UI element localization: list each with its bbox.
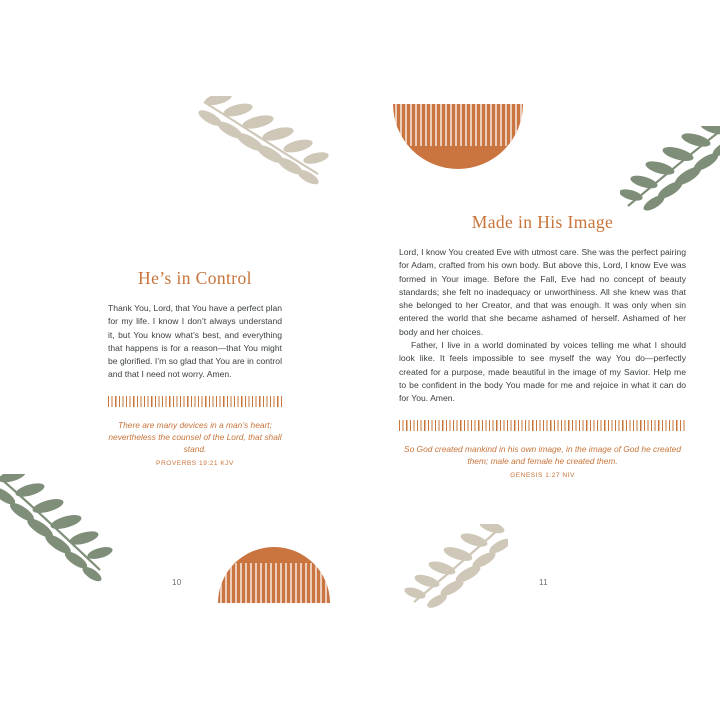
right-page-content bbox=[399, 212, 686, 479]
left-page-verse: There are many devices in a man’s heart; nevertheless the counsel of the Lord, that shall stand. bbox=[108, 419, 282, 454]
right-page-paragraph-1: Lord, I know You created Eve with utmost care. She was the perfect pairing for Adam, crafted from his own body. But above this, Lord, I know Eve was formed in Your image. Before the Fall, Eve had no concept of beauty standards; she felt no inadequacy or unworthiness. All she knew was that she belonged to her Creator, and that was enough. It was only when sin entered the world that she became ashamed of herself. Ashamed of her body and her choices. bbox=[399, 247, 686, 337]
right-page-verse: So God created mankind in his own image, in the image of God he created them; male and female he created them. bbox=[403, 443, 681, 466]
half-circle-bottom bbox=[218, 545, 330, 603]
decorative-rule-right bbox=[399, 420, 686, 431]
decorative-rule-left bbox=[108, 396, 282, 407]
leaf-sprig-top-left bbox=[196, 96, 346, 186]
left-page-paragraph-1: Thank You, Lord, that You have a perfect plan for my life. I know I don’t always understand it, but You know what’s best, and everything that happens is for a reason—that You might be glorified. I’m so glad that You are in control and that I need not worry. Amen. bbox=[108, 303, 282, 380]
left-page-title: He’s in Control bbox=[138, 268, 252, 288]
leaf-sprig-top-right bbox=[620, 126, 720, 216]
right-page-folio: 11 bbox=[539, 578, 548, 587]
leaf-sprig-bottom-left bbox=[0, 474, 120, 582]
right-page-paragraph-2: Father, I live in a world dominated by voices telling me what I should look like. It feels impossible to see myself the way You do—perfectly created for a purpose, made beautiful in the image of my Savior. Help me to be confident in the body You made for me and rejoice in what it can do for You. Amen. bbox=[399, 340, 686, 404]
left-page-folio: 10 bbox=[172, 578, 182, 587]
right-page-title: Made in His Image bbox=[471, 212, 614, 232]
right-page-verse-reference: GENESIS 1:27 NIV bbox=[510, 471, 575, 479]
left-page-verse-reference: PROVERBS 19:21 KJV bbox=[156, 459, 234, 467]
left-page-content bbox=[108, 268, 282, 467]
half-circle-top bbox=[393, 104, 523, 169]
leaf-sprig-bottom-center bbox=[404, 524, 508, 610]
